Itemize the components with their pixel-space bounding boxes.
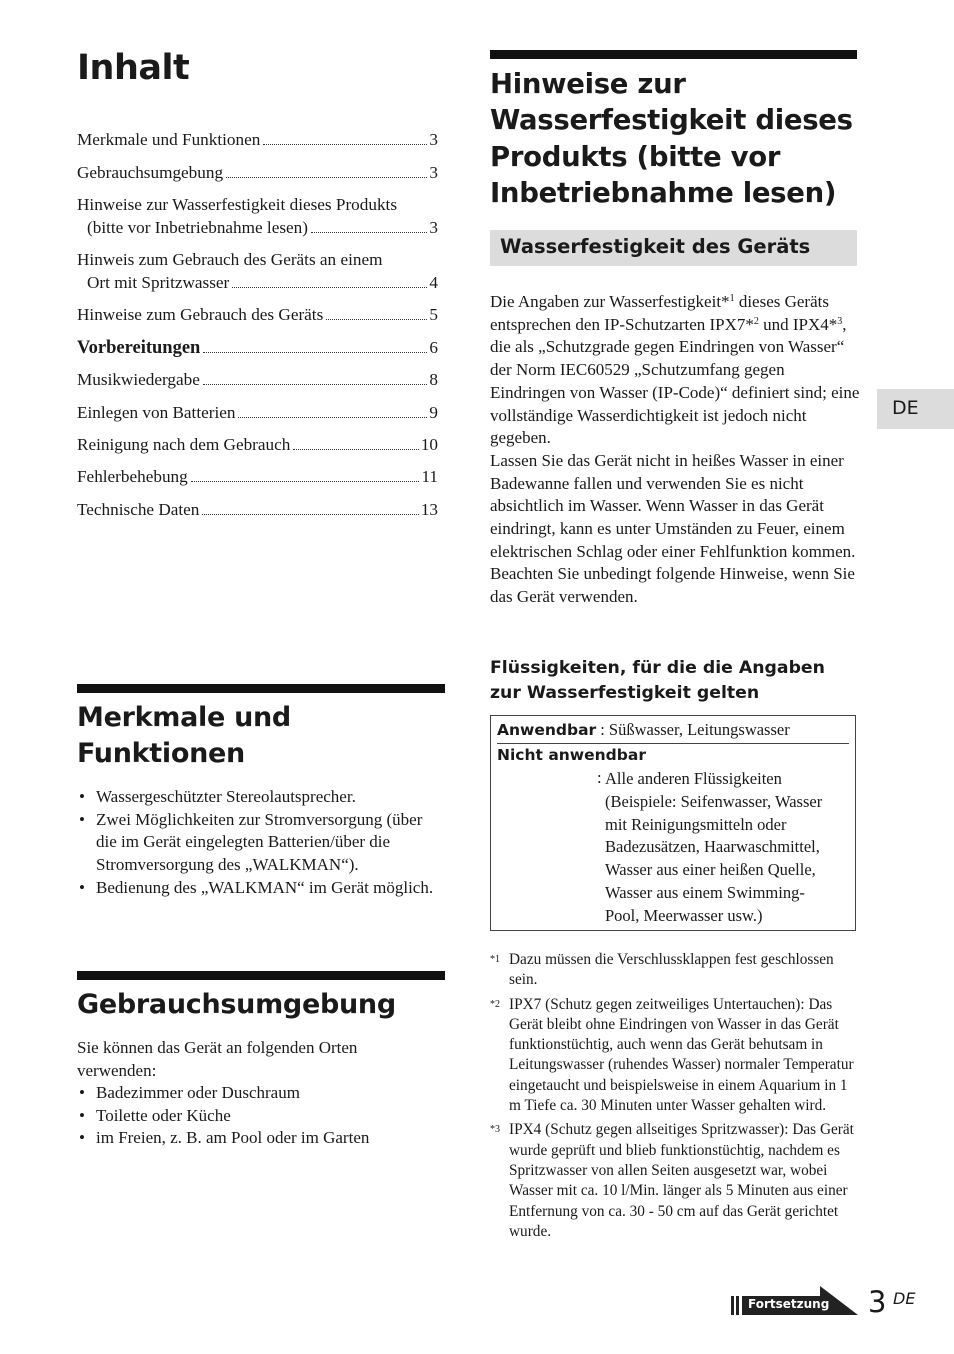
- value-line: (Beispiele: Seifenwasser, Wasser: [605, 791, 823, 811]
- footnote: [490, 1120, 855, 1242]
- section-heading-environment: Gebrauchsumgebung: [77, 989, 396, 1020]
- toc-entry[interactable]: [77, 433, 438, 456]
- toc-entry-page: 10: [420, 435, 438, 454]
- value-line: Wasser aus einer heißen Quelle,: [605, 860, 816, 880]
- value-line: Badezusätzen, Haarwaschmittel,: [605, 837, 820, 857]
- toc-entry-page: 9: [429, 403, 438, 422]
- value-line: Pool, Meerwasser usw.): [605, 905, 763, 925]
- footnote-mark: *1: [490, 954, 500, 965]
- heading-line: Merkmale und: [77, 702, 291, 733]
- toc-entry[interactable]: [77, 161, 438, 184]
- value-line: Wasser aus einem Swimming-: [605, 882, 805, 902]
- heading-line: Wasserfestigkeit dieses: [490, 104, 853, 137]
- footnote-text: Dazu müssen die Verschlussklappen fest geschlossen sein.: [509, 951, 834, 989]
- footnote-text: IPX7 (Schutz gegen zeitweiliges Untertauchen): Das Gerät bleibt ohne Eindringen von Wasser in das Gerät funktionstüchtig, auch wenn das Gerät behutsam in Leitungswasser (ruhendes Wasser) normaler Temperatur eingetaucht und beispielsweise in einem Aquarium in 1 m Tiefe ca. 30 Minuten unter Wasser gehalten wird.: [509, 995, 854, 1115]
- heading-line: Inbetriebnahme lesen): [490, 176, 837, 209]
- liquids-heading: Flüssigkeiten, für die die Angaben zur Wasserfestigkeit gelten: [490, 658, 825, 703]
- page-number: 3: [868, 1285, 887, 1319]
- table-divider: [497, 743, 849, 744]
- footnotes: [490, 950, 855, 1246]
- toc-entry-title-cont: (bitte vor Inbetriebnahme lesen): [87, 218, 308, 237]
- toc-entry[interactable]: [77, 336, 438, 360]
- language-tab: [877, 389, 954, 429]
- applicable-label: Anwendbar: [497, 721, 597, 739]
- toc-entry-title: Gebrauchsumgebung: [77, 163, 224, 182]
- toc-entry-title: Merkmale und Funktionen: [77, 130, 261, 149]
- toc-entry-title: Einlegen von Batterien: [77, 403, 236, 422]
- list-item: • im Freien, z. B. am Pool oder im Garten: [77, 1127, 437, 1150]
- toc-entry-page: 3: [429, 130, 438, 149]
- toc-entry[interactable]: [77, 401, 438, 424]
- footnote: [490, 950, 855, 991]
- not-applicable-label: Nicht anwendbar: [497, 746, 646, 764]
- subheading-bar: [490, 230, 857, 266]
- section-heading-water: [490, 66, 853, 211]
- toc-entry[interactable]: [77, 303, 438, 326]
- features-list: [77, 786, 447, 900]
- toc-entry-title: Hinweise zur Wasserfestigkeit dieses Produkts: [77, 195, 398, 214]
- not-applicable-colon: :: [597, 768, 602, 787]
- toc-entry-page: 3: [429, 163, 438, 182]
- section-heading-features: [77, 700, 291, 772]
- value-line: mit Reinigungsmitteln oder: [605, 814, 787, 834]
- page-title: Inhalt: [77, 48, 190, 88]
- section-rule: [77, 971, 445, 980]
- toc-entry[interactable]: [77, 128, 438, 151]
- toc-entry-title: Vorbereitungen: [77, 338, 201, 358]
- toc-entry-title: Hinweise zum Gebrauch des Geräts: [77, 305, 324, 324]
- toc-entry-page: 13: [420, 500, 438, 519]
- toc-entry[interactable]: [77, 465, 438, 488]
- text-span: Die Angaben zur Wasserfestigkeit*: [490, 292, 730, 311]
- list-item: • Toilette oder Küche: [77, 1105, 437, 1128]
- toc-entry-title: Fehlerbehebung: [77, 467, 188, 486]
- toc-entry-title-cont: Ort mit Spritzwasser: [87, 273, 230, 292]
- paragraph: Beachten Sie unbedingt folgende Hinweise, wenn Sie das Gerät verwenden.: [490, 564, 855, 607]
- applicable-value: : Süßwasser, Leitungswasser: [600, 720, 790, 739]
- section-rule: [77, 684, 445, 693]
- text-span: , die als „Schutzgrade gegen Eindringen von Wasser“ der Norm IEC60529 „Schutzumfang gegen Eindringen von Wasser (IP-Code)“ definiert sind; eine vollständige Wasserdichtigkeit ist jedoch nicht gegeben.: [490, 314, 860, 448]
- toc-entry[interactable]: [77, 193, 438, 239]
- value-line: Alle anderen Flüssigkeiten: [605, 769, 782, 788]
- footnote-mark: *2: [490, 998, 500, 1010]
- paragraph: [490, 291, 860, 450]
- toc-entry-page: 3: [429, 218, 438, 237]
- toc-entry-page: 11: [421, 467, 438, 486]
- list-item: • Bedienung des „WALKMAN“ im Gerät möglich.: [77, 877, 447, 900]
- language-tab-label: DE: [892, 397, 919, 419]
- toc-entry-title: Musikwiedergabe: [77, 370, 200, 389]
- environment-intro: Sie können das Gerät an folgenden Orten verwenden:: [77, 1038, 358, 1080]
- toc-entry-title: Hinweis zum Gebrauch des Geräts an einem: [77, 250, 383, 269]
- heading-line: Produkts (bitte vor: [490, 140, 781, 173]
- list-item: • Zwei Möglichkeiten zur Stromversorgung (über die im Gerät eingelegten Batterien/über die Stromversorgung des „WALKMAN“).: [77, 809, 447, 877]
- page-number-suffix: DE: [893, 1289, 916, 1308]
- toc-entry-page: 5: [429, 305, 438, 324]
- continue-label: Fortsetzung: [748, 1297, 830, 1311]
- footnote: [490, 995, 855, 1117]
- liquids-table: [490, 715, 856, 931]
- toc-entry-title: Technische Daten: [77, 500, 200, 519]
- footnote-ref: 2: [753, 315, 759, 327]
- environment-list: [77, 1082, 437, 1150]
- toc-entry-page: 6: [429, 338, 438, 357]
- toc-entry[interactable]: [77, 368, 438, 391]
- heading-line: Funktionen: [77, 738, 245, 769]
- list-item: • Wassergeschützter Stereolautsprecher.: [77, 786, 447, 809]
- toc-entry[interactable]: [77, 248, 438, 294]
- toc-entry-page: 8: [429, 370, 438, 389]
- water-text: [490, 291, 860, 609]
- not-applicable-value: [605, 768, 822, 928]
- paragraph: Lassen Sie das Gerät nicht in heißes Wasser in einer Badewanne fallen und verwenden Sie es nicht absichtlich im Wasser. Wenn Wasser in das Gerät eindringt, kann es unter Umständen zu Feuer, einem elektrischen Schlag oder einer Fehlfunktion kommen.: [490, 450, 856, 561]
- toc-entry[interactable]: [77, 498, 438, 521]
- text-span: und IPX4*: [758, 314, 838, 334]
- footnote-ref: 1: [729, 293, 735, 304]
- list-item: • Badezimmer oder Duschraum: [77, 1082, 437, 1105]
- text-span: dieses Geräts entsprechen den IP-Schutzarten IPX7*: [490, 292, 829, 334]
- toc-entry-title: Reinigung nach dem Gebrauch: [77, 435, 291, 454]
- section-rule: [490, 50, 857, 59]
- toc-entry-page: 4: [429, 273, 438, 292]
- footnote-mark: *3: [490, 1124, 500, 1136]
- heading-line: Hinweise zur: [490, 68, 686, 100]
- subheading: Wasserfestigkeit des Geräts: [500, 235, 811, 258]
- footnote-ref: 3: [837, 315, 843, 327]
- footnote-text: IPX4 (Schutz gegen allseitiges Spritzwasser): Das Gerät wurde geprüft und blieb funktionstüchtig, nachdem es Spritzwasser von allen Seiten ausgesetzt war, wobei Wasser mit ca. 10 l/Min. länger als 5 Minuten aus einer Entfernung von ca. 30 - 50 cm auf das Gerät gerichtet wurde.: [509, 1121, 854, 1240]
- applicable-row: [497, 720, 790, 740]
